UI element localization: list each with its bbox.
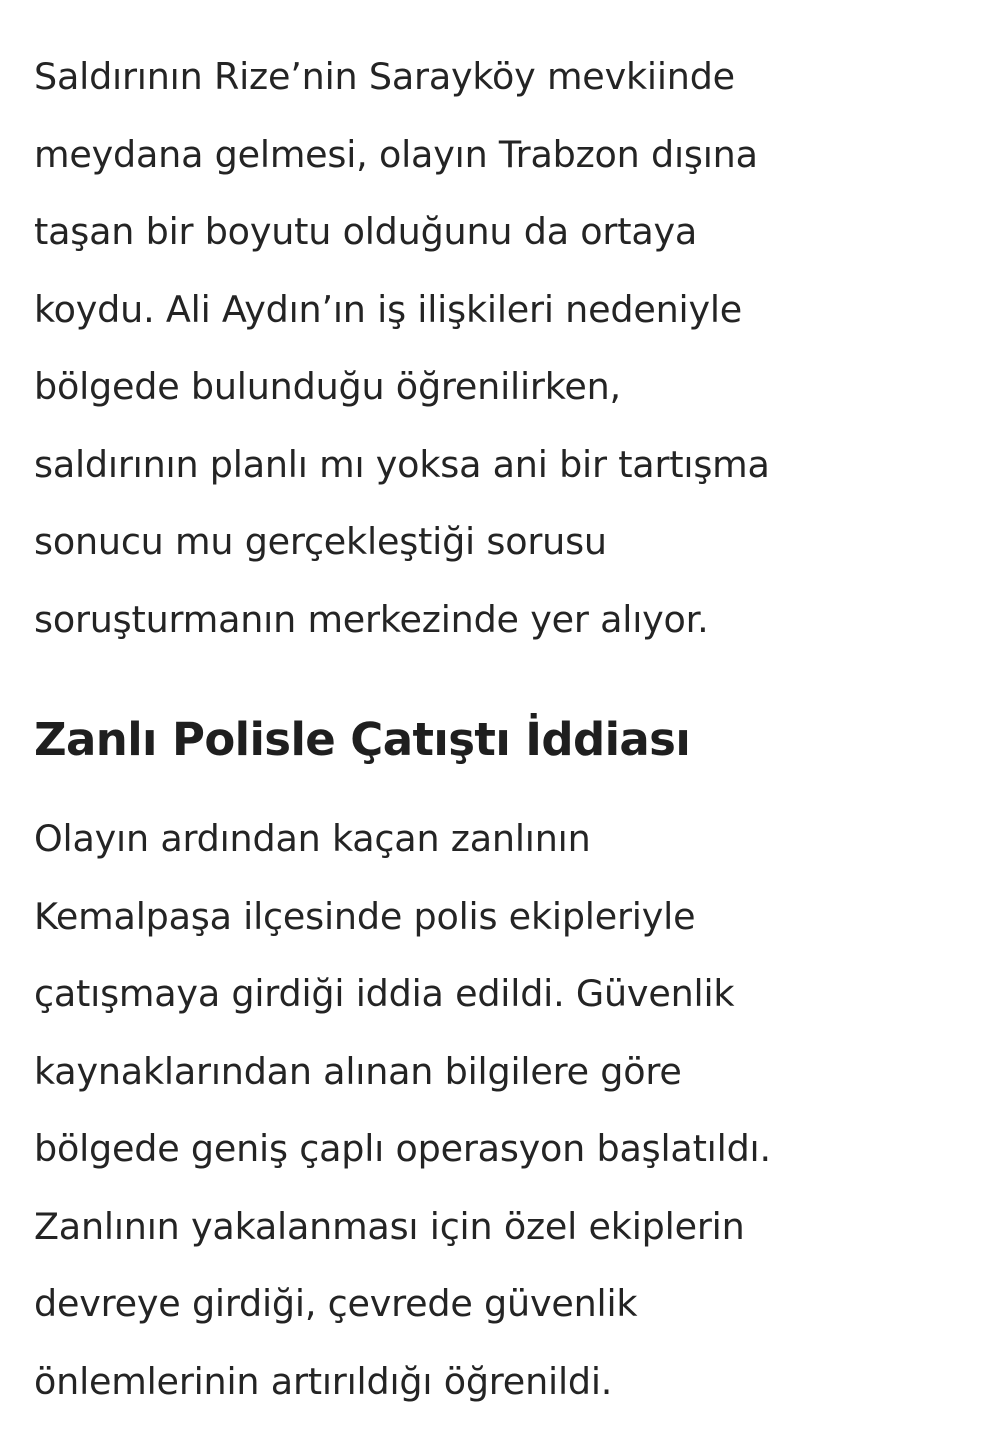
paragraph-line: Zanlının yakalanması için özel ekiplerin (34, 1204, 745, 1248)
paragraph-line: çatışmaya girdiği iddia edildi. Güvenlik (34, 972, 735, 1015)
article-paragraph (34, 38, 770, 658)
section-heading: Zanlı Polisle Çatıştı İddiası (34, 713, 691, 766)
paragraph-line: bölgede bulunduğu öğrenilirken, (34, 365, 621, 408)
paragraph-line: devreye girdiği, çevrede güvenlik (34, 1282, 638, 1325)
paragraph-line: saldırının planlı mı yoksa ani bir tartışma (34, 442, 770, 486)
paragraph-line: Saldırının Rize’nin Sarayköy mevkiinde (34, 55, 735, 98)
paragraph-line: Kemalpaşa ilçesinde polis ekipleriyle (34, 894, 696, 938)
paragraph-line: taşan bir boyutu olduğunu da ortaya (34, 210, 698, 253)
paragraph-line: Olayın ardından kaçan zanlının (34, 817, 591, 860)
paragraph-line: soruşturmanın merkezinde yer alıyor. (34, 597, 709, 641)
paragraph-line: meydana gelmesi, olayın Trabzon dışına (34, 132, 758, 176)
paragraph-line: kaynaklarından alınan bilgilere göre (34, 1049, 682, 1093)
paragraph-line: bölgede geniş çaplı operasyon başlatıldı. (34, 1127, 771, 1170)
paragraph-line: sonucu mu gerçekleştiği sorusu (34, 520, 607, 563)
article-paragraph (34, 800, 771, 1420)
paragraph-line: koydu. Ali Aydın’ın iş ilişkileri nedeniyle (34, 287, 743, 331)
paragraph-line: önlemlerinin artırıldığı öğrenildi. (34, 1359, 613, 1403)
